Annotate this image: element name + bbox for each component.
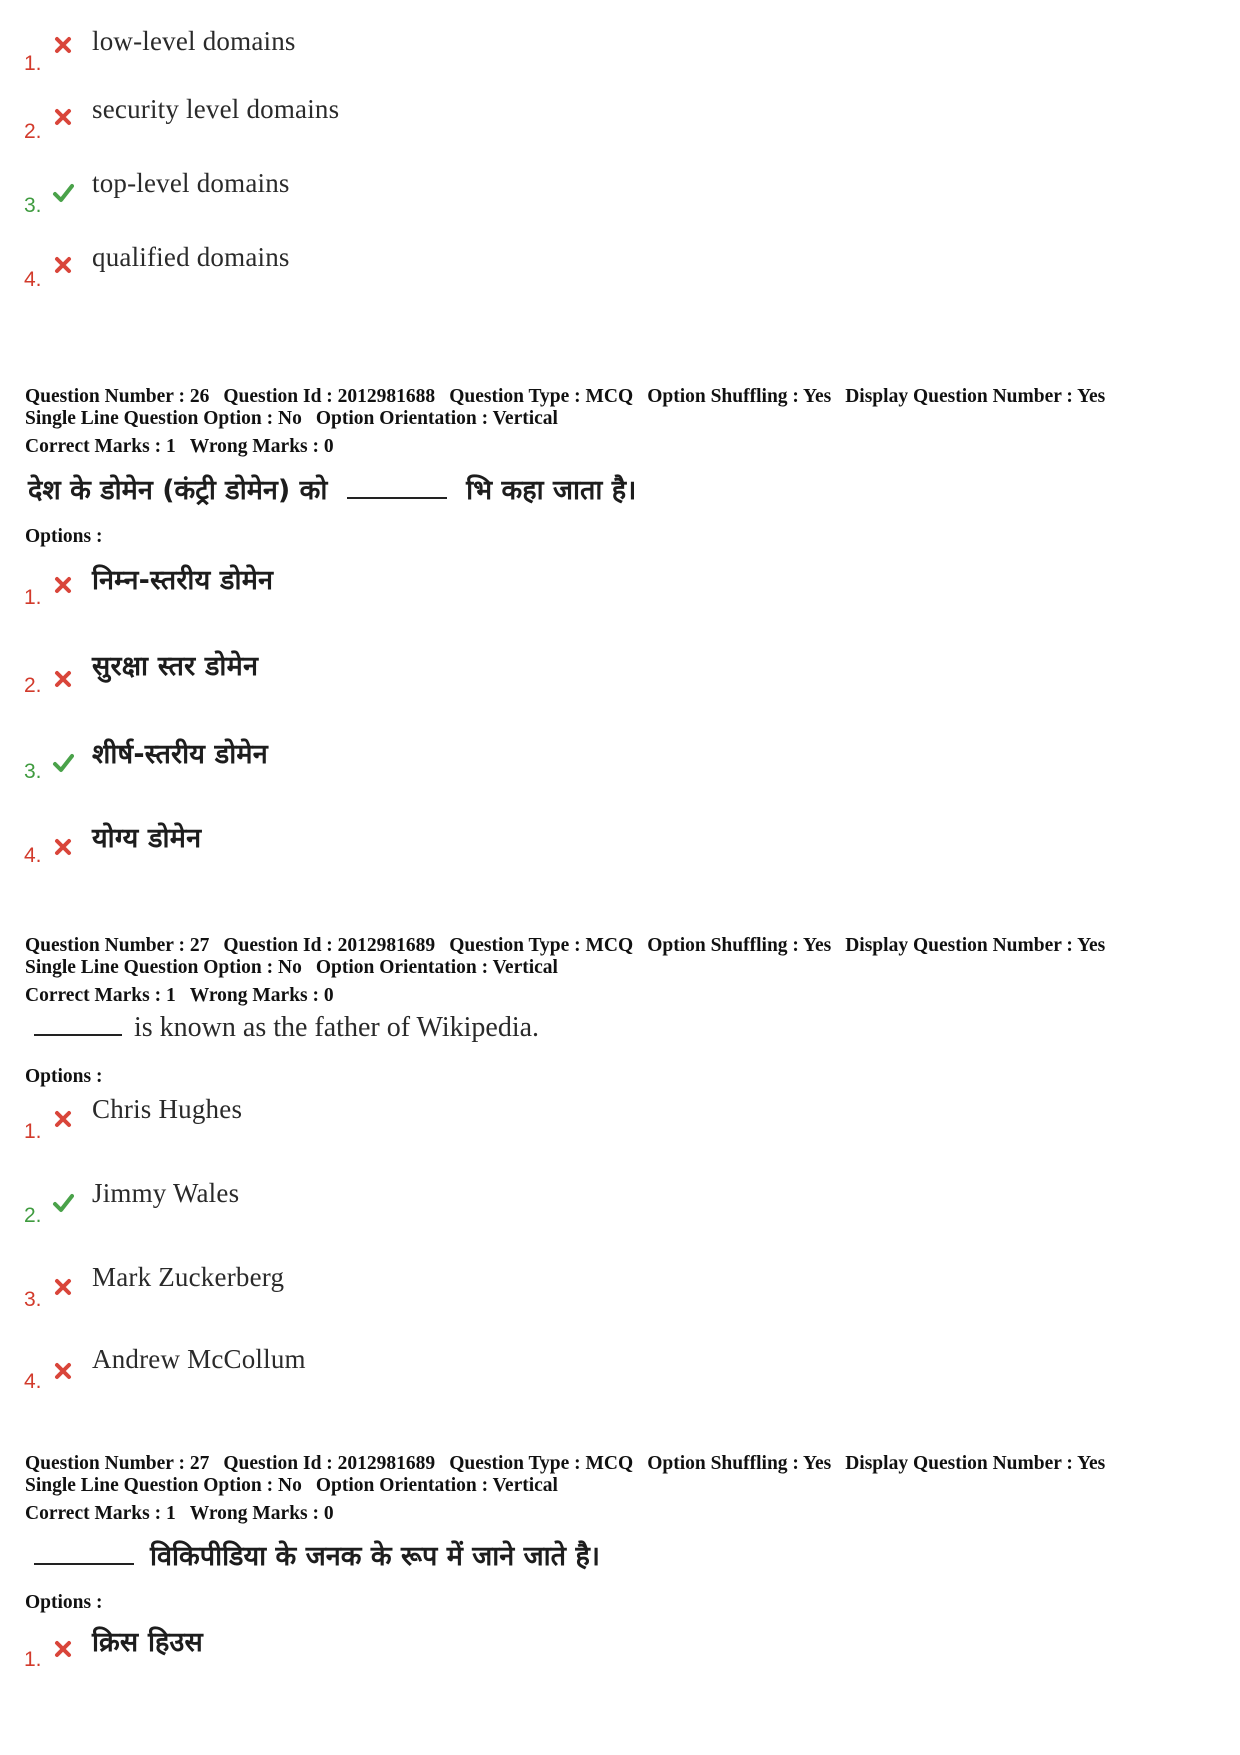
option-row <box>24 1344 924 1394</box>
options-label: Options : <box>25 1592 103 1613</box>
option-row <box>24 560 924 610</box>
cross-icon <box>52 1638 74 1660</box>
answer-blank <box>34 1563 134 1565</box>
question-marks <box>25 436 348 458</box>
option-number: 3. <box>24 760 42 783</box>
single-line-option: Single Line Question Option : No <box>25 1475 302 1496</box>
option-text: निम्न-स्तरीय डोमेन <box>92 565 274 596</box>
question-text <box>34 1012 539 1044</box>
option-row <box>24 94 924 144</box>
option-number: 1. <box>24 1648 42 1671</box>
question-meta-line2 <box>25 408 572 430</box>
cross-icon <box>52 34 74 56</box>
option-number: 4. <box>24 268 42 291</box>
option-text: Andrew McCollum <box>92 1344 306 1374</box>
question-marks <box>25 985 348 1007</box>
question-text <box>34 1536 600 1573</box>
option-text: क्रिस हिउस <box>92 1627 203 1658</box>
option-shuffling: Option Shuffling : Yes <box>647 935 832 956</box>
cross-icon <box>52 1360 74 1382</box>
option-number: 2. <box>24 1204 42 1227</box>
question-text-part: देश के डोमेन (कंट्री डोमेन) को <box>28 475 328 506</box>
option-number: 2. <box>24 674 42 697</box>
option-text: Chris Hughes <box>92 1094 243 1124</box>
option-row <box>24 1094 924 1144</box>
question-id: Question Id : 2012981688 <box>223 386 436 407</box>
option-number: 3. <box>24 194 42 217</box>
single-line-option: Single Line Question Option : No <box>25 408 302 429</box>
question-meta-line2 <box>25 957 572 979</box>
question-text-part: is known as the father of Wikipedia. <box>134 1012 540 1043</box>
question-id: Question Id : 2012981689 <box>223 1453 436 1474</box>
question-number: Question Number : 27 <box>25 935 210 956</box>
display-question-number: Display Question Number : Yes <box>845 1453 1106 1474</box>
question-meta-line2 <box>25 1475 572 1497</box>
question-meta-line1 <box>25 1453 1119 1475</box>
question-text-part: भि कहा जाता है। <box>466 475 637 506</box>
option-row <box>24 818 924 868</box>
option-text: Jimmy Wales <box>92 1178 240 1208</box>
option-number: 3. <box>24 1288 42 1311</box>
correct-marks: Correct Marks : 1 <box>25 436 176 457</box>
option-row <box>24 1262 924 1312</box>
wrong-marks: Wrong Marks : 0 <box>189 1503 334 1524</box>
check-icon <box>52 1192 74 1214</box>
option-text: security level domains <box>92 94 340 124</box>
option-text: शीर्ष-स्तरीय डोमेन <box>92 739 268 770</box>
check-icon <box>52 182 74 204</box>
options-label: Options : <box>25 1066 103 1087</box>
option-orientation: Option Orientation : Vertical <box>315 408 558 429</box>
question-type: Question Type : MCQ <box>449 1453 634 1474</box>
answer-blank <box>34 1034 122 1036</box>
cross-icon <box>52 254 74 276</box>
question-meta-line1 <box>25 935 1119 957</box>
question-number: Question Number : 27 <box>25 1453 210 1474</box>
correct-marks: Correct Marks : 1 <box>25 1503 176 1524</box>
option-shuffling: Option Shuffling : Yes <box>647 386 832 407</box>
cross-icon <box>52 836 74 858</box>
option-text: low-level domains <box>92 26 296 56</box>
options-label: Options : <box>25 526 103 547</box>
option-text: top-level domains <box>92 168 290 198</box>
option-text: qualified domains <box>92 242 290 272</box>
question-type: Question Type : MCQ <box>449 386 634 407</box>
question-meta-line1 <box>25 386 1119 408</box>
wrong-marks: Wrong Marks : 0 <box>189 985 334 1006</box>
option-orientation: Option Orientation : Vertical <box>315 1475 558 1496</box>
option-text: सुरक्षा स्तर डोमेन <box>92 651 259 682</box>
option-number: 1. <box>24 1120 42 1143</box>
question-text <box>28 470 636 507</box>
display-question-number: Display Question Number : Yes <box>845 386 1106 407</box>
cross-icon <box>52 668 74 690</box>
question-text-part: विकिपीडिया के जनक के रूप में जाने जाते है। <box>150 1541 601 1572</box>
cross-icon <box>52 106 74 128</box>
option-number: 1. <box>24 586 42 609</box>
option-text: Mark Zuckerberg <box>92 1262 285 1292</box>
question-type: Question Type : MCQ <box>449 935 634 956</box>
option-row <box>24 648 924 698</box>
option-shuffling: Option Shuffling : Yes <box>647 1453 832 1474</box>
cross-icon <box>52 1276 74 1298</box>
question-number: Question Number : 26 <box>25 386 210 407</box>
option-number: 4. <box>24 844 42 867</box>
option-text: योग्य डोमेन <box>92 823 202 854</box>
option-row <box>24 26 924 76</box>
single-line-option: Single Line Question Option : No <box>25 957 302 978</box>
answer-blank <box>347 497 447 499</box>
question-id: Question Id : 2012981689 <box>223 935 436 956</box>
option-row <box>24 1622 924 1672</box>
cross-icon <box>52 1108 74 1130</box>
option-row <box>24 242 924 292</box>
option-orientation: Option Orientation : Vertical <box>315 957 558 978</box>
wrong-marks: Wrong Marks : 0 <box>189 436 334 457</box>
option-number: 2. <box>24 120 42 143</box>
option-number: 1. <box>24 52 42 75</box>
display-question-number: Display Question Number : Yes <box>845 935 1106 956</box>
option-number: 4. <box>24 1370 42 1393</box>
option-row <box>24 734 924 784</box>
correct-marks: Correct Marks : 1 <box>25 985 176 1006</box>
check-icon <box>52 752 74 774</box>
option-row <box>24 168 924 218</box>
question-marks <box>25 1503 348 1525</box>
cross-icon <box>52 574 74 596</box>
option-row <box>24 1178 924 1228</box>
